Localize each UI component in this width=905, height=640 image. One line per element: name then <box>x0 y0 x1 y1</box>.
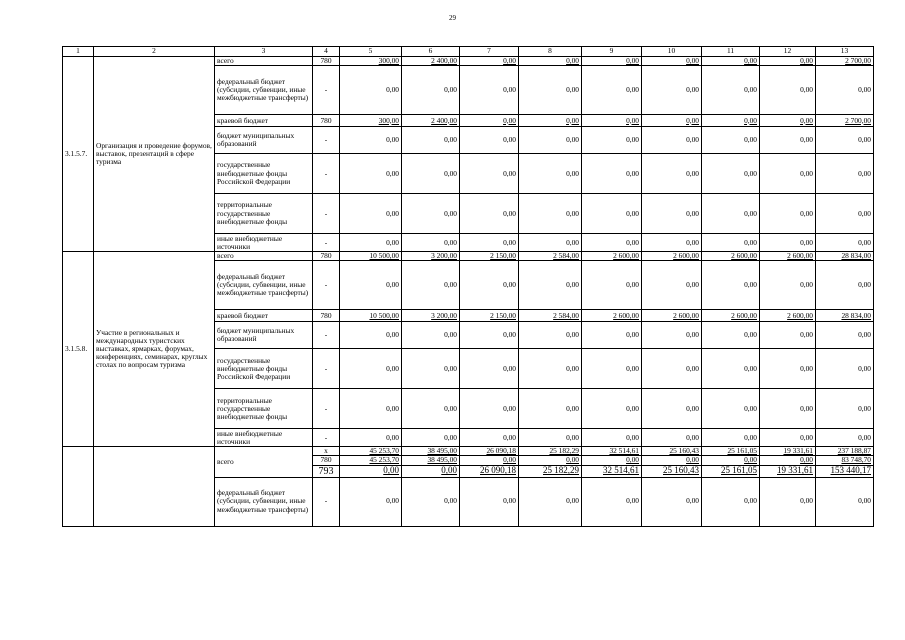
amount-cell: 0,00 <box>702 477 760 526</box>
amount-cell: 2 600,00 <box>702 252 760 261</box>
amount-cell: 10 500,00 <box>340 252 402 261</box>
amount-cell: 0,00 <box>460 57 519 66</box>
amount-cell: 0,00 <box>702 154 760 194</box>
amount-cell: 0,00 <box>760 66 816 115</box>
amount-cell: 0,00 <box>702 234 760 252</box>
amount-cell: 0,00 <box>702 389 760 429</box>
amount-cell: 237 188,87 <box>816 447 874 456</box>
amount-cell: 0,00 <box>519 154 582 194</box>
amount-cell: 2 400,00 <box>402 57 460 66</box>
grbs-code: - <box>313 261 340 310</box>
amount-cell: 19 331,61 <box>760 447 816 456</box>
amount-cell: 0,00 <box>460 389 519 429</box>
amount-cell: 0,00 <box>642 389 702 429</box>
amount-cell: 0,00 <box>519 456 582 465</box>
amount-cell: 26 090,18 <box>460 447 519 456</box>
column-number-header: 11 <box>702 47 760 57</box>
measure-name: Участие в региональных и международных туристских выставках, ярмарках, форумах, конференциях, семинарах, круглых столах по вопросам туризма <box>94 252 215 447</box>
amount-cell: 0,00 <box>402 154 460 194</box>
amount-cell: 0,00 <box>760 456 816 465</box>
amount-cell: 28 834,00 <box>816 310 874 322</box>
amount-cell: 0,00 <box>582 115 642 127</box>
amount-cell: 0,00 <box>460 66 519 115</box>
amount-cell: 0,00 <box>519 66 582 115</box>
amount-cell: 0,00 <box>340 66 402 115</box>
amount-cell: 0,00 <box>702 456 760 465</box>
amount-cell: 0,00 <box>760 322 816 349</box>
amount-cell: 0,00 <box>702 349 760 389</box>
amount-cell: 0,00 <box>519 322 582 349</box>
amount-cell: 25 160,43 <box>642 465 702 477</box>
funding-source: государственные внебюджетные фонды Российской Федерации <box>215 349 313 389</box>
grbs-code: - <box>313 154 340 194</box>
grbs-code: 793 <box>313 465 340 477</box>
amount-cell: 0,00 <box>816 194 874 234</box>
funding-source: бюджет муниципальных образований <box>215 127 313 154</box>
amount-cell: 0,00 <box>460 194 519 234</box>
amount-cell: 0,00 <box>460 261 519 310</box>
column-number-header: 1 <box>63 47 94 57</box>
amount-cell: 0,00 <box>816 234 874 252</box>
total-label: всего <box>215 447 313 477</box>
amount-cell: 0,00 <box>702 66 760 115</box>
amount-cell: 0,00 <box>519 194 582 234</box>
amount-cell: 153 440,17 <box>816 465 874 477</box>
amount-cell: 0,00 <box>519 429 582 447</box>
amount-cell: 0,00 <box>760 127 816 154</box>
amount-cell: 0,00 <box>582 429 642 447</box>
amount-cell: 0,00 <box>760 194 816 234</box>
amount-cell: 0,00 <box>642 429 702 447</box>
amount-cell: 2 600,00 <box>760 310 816 322</box>
amount-cell: 0,00 <box>582 66 642 115</box>
grbs-code: 780 <box>313 252 340 261</box>
amount-cell: 25 160,43 <box>642 447 702 456</box>
amount-cell: 38 495,00 <box>402 456 460 465</box>
amount-cell: 19 331,61 <box>760 465 816 477</box>
amount-cell: 2 600,00 <box>582 252 642 261</box>
amount-cell: 0,00 <box>642 194 702 234</box>
amount-cell: 0,00 <box>340 234 402 252</box>
funding-source: всего <box>215 57 313 66</box>
amount-cell: 0,00 <box>519 115 582 127</box>
amount-cell: 25 161,05 <box>702 447 760 456</box>
grbs-code: - <box>313 349 340 389</box>
amount-cell: 0,00 <box>402 194 460 234</box>
amount-cell: 0,00 <box>582 234 642 252</box>
amount-cell: 0,00 <box>340 154 402 194</box>
funding-source: федеральный бюджет (субсидии, субвенции, иные межбюджетные трансферты) <box>215 66 313 115</box>
amount-cell: 0,00 <box>460 115 519 127</box>
amount-cell: 32 514,61 <box>582 465 642 477</box>
amount-cell: 0,00 <box>402 66 460 115</box>
grbs-code: 780 <box>313 310 340 322</box>
amount-cell: 32 514,61 <box>582 447 642 456</box>
funding-source: территориальные государственные внебюджетные фонды <box>215 194 313 234</box>
amount-cell: 0,00 <box>702 115 760 127</box>
amount-cell: 2 600,00 <box>642 252 702 261</box>
amount-cell: 0,00 <box>642 261 702 310</box>
amount-cell: 0,00 <box>402 465 460 477</box>
column-number-header: 4 <box>313 47 340 57</box>
funding-source: территориальные государственные внебюджетные фонды <box>215 389 313 429</box>
budget-table <box>62 46 874 527</box>
amount-cell: 0,00 <box>816 127 874 154</box>
amount-cell: 0,00 <box>402 261 460 310</box>
funding-source: краевой бюджет <box>215 115 313 127</box>
amount-cell: 2 700,00 <box>816 57 874 66</box>
amount-cell: 25 182,29 <box>519 447 582 456</box>
amount-cell: 2 600,00 <box>582 310 642 322</box>
funding-source: федеральный бюджет (субсидии, субвенции, иные межбюджетные трансферты) <box>215 477 313 526</box>
amount-cell: 0,00 <box>760 477 816 526</box>
table-row total-row <box>63 447 874 456</box>
amount-cell: 0,00 <box>519 57 582 66</box>
amount-cell: 2 584,00 <box>519 310 582 322</box>
amount-cell: 0,00 <box>760 115 816 127</box>
column-number-header: 2 <box>94 47 215 57</box>
amount-cell: 0,00 <box>760 261 816 310</box>
measure-code: 3.1.5.7. <box>63 57 94 252</box>
amount-cell: 0,00 <box>702 322 760 349</box>
amount-cell: 0,00 <box>582 456 642 465</box>
grbs-code: - <box>313 66 340 115</box>
amount-cell: 0,00 <box>642 115 702 127</box>
amount-cell: 25 161,05 <box>702 465 760 477</box>
amount-cell: 0,00 <box>642 349 702 389</box>
amount-cell: 0,00 <box>582 194 642 234</box>
amount-cell: 0,00 <box>519 389 582 429</box>
amount-cell: 45 253,70 <box>340 456 402 465</box>
amount-cell: 26 090,18 <box>460 465 519 477</box>
amount-cell: 0,00 <box>340 127 402 154</box>
grbs-code: - <box>313 477 340 526</box>
amount-cell: 0,00 <box>402 349 460 389</box>
amount-cell: 0,00 <box>519 127 582 154</box>
blank-cell <box>94 447 215 526</box>
amount-cell: 0,00 <box>760 57 816 66</box>
amount-cell: 0,00 <box>760 429 816 447</box>
amount-cell: 0,00 <box>642 127 702 154</box>
amount-cell: 0,00 <box>340 322 402 349</box>
amount-cell: 0,00 <box>582 349 642 389</box>
column-number-header: 13 <box>816 47 874 57</box>
amount-cell: 0,00 <box>642 477 702 526</box>
column-number-header: 10 <box>642 47 702 57</box>
amount-cell: 0,00 <box>402 429 460 447</box>
amount-cell: 0,00 <box>460 429 519 447</box>
amount-cell: 2 600,00 <box>702 310 760 322</box>
funding-source: всего <box>215 252 313 261</box>
column-number-header: 5 <box>340 47 402 57</box>
measure-name: Организация и проведение форумов, выставок, презентаций в сфере туризма <box>94 57 215 252</box>
funding-source: иные внебюджетные источники <box>215 429 313 447</box>
funding-source: бюджет муниципальных образований <box>215 322 313 349</box>
amount-cell: 28 834,00 <box>816 252 874 261</box>
amount-cell: 0,00 <box>642 66 702 115</box>
amount-cell: 2 600,00 <box>760 252 816 261</box>
column-number-row <box>63 47 874 57</box>
amount-cell: 0,00 <box>460 349 519 389</box>
amount-cell: 0,00 <box>760 154 816 194</box>
amount-cell: 0,00 <box>816 349 874 389</box>
amount-cell: 25 182,29 <box>519 465 582 477</box>
table-row <box>63 57 874 66</box>
column-number-header: 6 <box>402 47 460 57</box>
amount-cell: 0,00 <box>582 127 642 154</box>
amount-cell: 2 150,00 <box>460 252 519 261</box>
grbs-code: - <box>313 234 340 252</box>
grbs-code: 780 <box>313 115 340 127</box>
amount-cell: 2 150,00 <box>460 310 519 322</box>
amount-cell: 0,00 <box>642 234 702 252</box>
amount-cell: 0,00 <box>519 234 582 252</box>
amount-cell: 0,00 <box>402 322 460 349</box>
amount-cell: 0,00 <box>642 322 702 349</box>
amount-cell: 0,00 <box>642 154 702 194</box>
amount-cell: 2 700,00 <box>816 115 874 127</box>
amount-cell: 0,00 <box>582 322 642 349</box>
amount-cell: 0,00 <box>816 66 874 115</box>
amount-cell: 0,00 <box>816 261 874 310</box>
amount-cell: 45 253,70 <box>340 447 402 456</box>
column-number-header: 7 <box>460 47 519 57</box>
amount-cell: 0,00 <box>402 127 460 154</box>
amount-cell: 0,00 <box>582 261 642 310</box>
amount-cell: 10 500,00 <box>340 310 402 322</box>
amount-cell: 0,00 <box>642 456 702 465</box>
amount-cell: 0,00 <box>582 154 642 194</box>
grbs-code: x <box>313 447 340 456</box>
amount-cell: 3 200,00 <box>402 252 460 261</box>
amount-cell: 3 200,00 <box>402 310 460 322</box>
amount-cell: 0,00 <box>816 154 874 194</box>
amount-cell: 0,00 <box>460 456 519 465</box>
amount-cell: 0,00 <box>816 389 874 429</box>
amount-cell: 0,00 <box>702 194 760 234</box>
amount-cell: 0,00 <box>702 429 760 447</box>
column-number-header: 8 <box>519 47 582 57</box>
column-number-header: 12 <box>760 47 816 57</box>
blank-cell <box>63 447 94 526</box>
grbs-code: - <box>313 429 340 447</box>
amount-cell: 83 748,70 <box>816 456 874 465</box>
funding-source: краевой бюджет <box>215 310 313 322</box>
amount-cell: 0,00 <box>702 261 760 310</box>
amount-cell: 0,00 <box>460 477 519 526</box>
amount-cell: 0,00 <box>519 349 582 389</box>
grbs-code: 780 <box>313 57 340 66</box>
grbs-code: - <box>313 127 340 154</box>
page-number: 29 <box>449 14 456 22</box>
column-number-header: 9 <box>582 47 642 57</box>
amount-cell: 0,00 <box>816 429 874 447</box>
funding-source: федеральный бюджет (субсидии, субвенции, иные межбюджетные трансферты) <box>215 261 313 310</box>
amount-cell: 0,00 <box>402 477 460 526</box>
amount-cell: 0,00 <box>340 194 402 234</box>
amount-cell: 2 400,00 <box>402 115 460 127</box>
amount-cell: 2 584,00 <box>519 252 582 261</box>
amount-cell: 0,00 <box>340 465 402 477</box>
amount-cell: 0,00 <box>760 234 816 252</box>
amount-cell: 0,00 <box>460 322 519 349</box>
amount-cell: 300,00 <box>340 115 402 127</box>
amount-cell: 0,00 <box>402 389 460 429</box>
amount-cell: 0,00 <box>340 477 402 526</box>
amount-cell: 0,00 <box>582 477 642 526</box>
funding-source: иные внебюджетные источники <box>215 234 313 252</box>
amount-cell: 0,00 <box>402 234 460 252</box>
amount-cell: 0,00 <box>460 234 519 252</box>
amount-cell: 0,00 <box>340 429 402 447</box>
grbs-code: - <box>313 194 340 234</box>
column-number-header: 3 <box>215 47 313 57</box>
amount-cell: 0,00 <box>582 389 642 429</box>
table-row <box>63 252 874 261</box>
amount-cell: 0,00 <box>519 477 582 526</box>
amount-cell: 0,00 <box>460 154 519 194</box>
funding-source: государственные внебюджетные фонды Российской Федерации <box>215 154 313 194</box>
amount-cell: 0,00 <box>340 261 402 310</box>
amount-cell: 0,00 <box>702 57 760 66</box>
amount-cell: 38 495,00 <box>402 447 460 456</box>
amount-cell: 0,00 <box>760 389 816 429</box>
grbs-code: - <box>313 322 340 349</box>
amount-cell: 0,00 <box>642 57 702 66</box>
amount-cell: 0,00 <box>816 477 874 526</box>
amount-cell: 0,00 <box>816 322 874 349</box>
grbs-code: 780 <box>313 456 340 465</box>
amount-cell: 0,00 <box>340 349 402 389</box>
amount-cell: 0,00 <box>519 261 582 310</box>
amount-cell: 0,00 <box>582 57 642 66</box>
measure-code: 3.1.5.8. <box>63 252 94 447</box>
amount-cell: 0,00 <box>760 349 816 389</box>
amount-cell: 0,00 <box>460 127 519 154</box>
amount-cell: 0,00 <box>702 127 760 154</box>
amount-cell: 0,00 <box>340 389 402 429</box>
amount-cell: 300,00 <box>340 57 402 66</box>
grbs-code: - <box>313 389 340 429</box>
amount-cell: 2 600,00 <box>642 310 702 322</box>
